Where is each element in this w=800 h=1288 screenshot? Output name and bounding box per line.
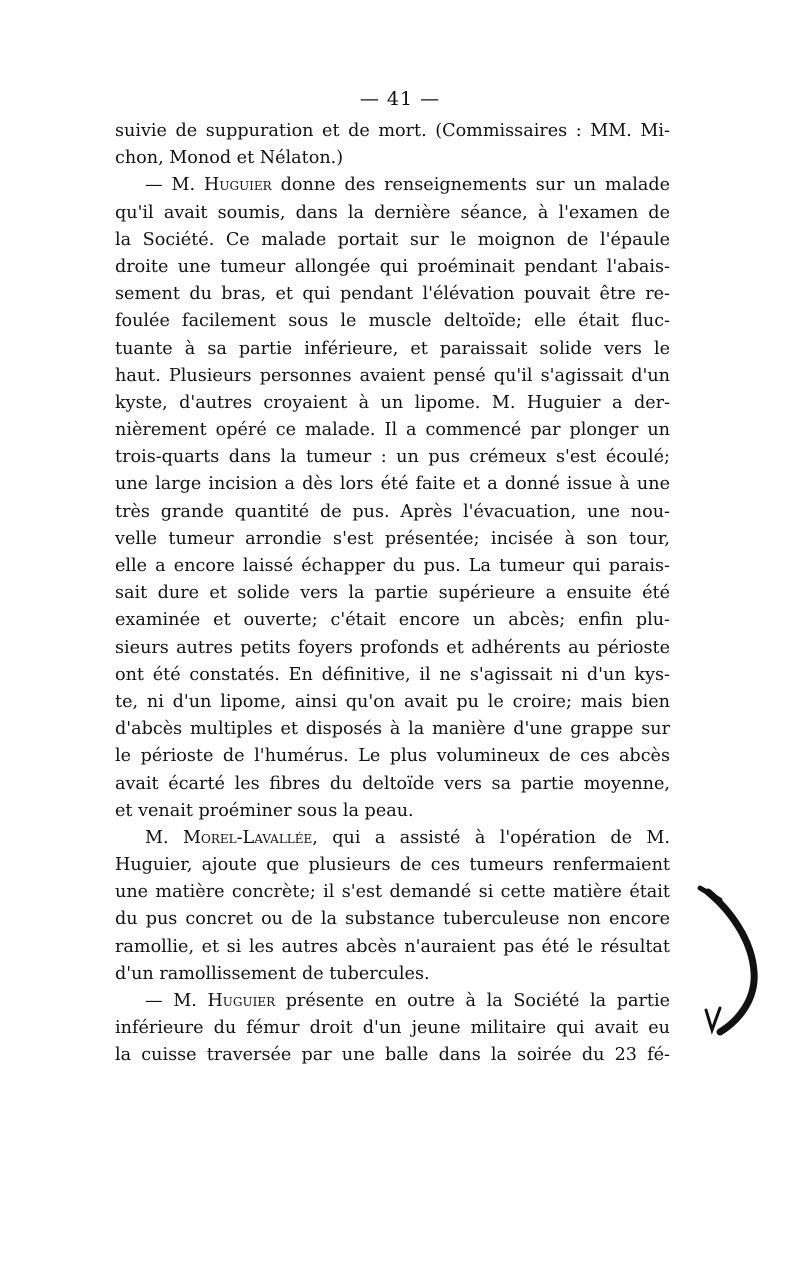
text-line: ramollie, et si les autres abcès n'auraient pas été le résultat [115, 936, 670, 957]
text-line: ont été constatés. En définitive, il ne s'agissait ni d'un kys- [115, 664, 670, 685]
text-line: la Société. Ce malade portait sur le moignon de l'épaule [115, 229, 670, 250]
line-rest: donne des renseignements sur un malade [271, 175, 670, 196]
text-line [115, 172, 670, 199]
author-name: Huguier [204, 175, 272, 196]
text-line: la cuisse traversée par une balle dans la soirée du 23 fé- [115, 1045, 670, 1066]
text-line: très grande quantité de pus. Après l'évacuation, une nou- [115, 501, 670, 522]
text-line: et venait proéminer sous la peau. [115, 800, 414, 821]
text-line: qu'il avait soumis, dans la dernière séance, à l'examen de [115, 202, 670, 223]
text-line: haut. Plusieurs personnes avaient pensé qu'il s'agissait d'un [115, 365, 670, 386]
text-line: inférieure du fémur droit d'un jeune militaire qui avait eu [115, 1018, 670, 1039]
line-rest: , qui a assisté à l'opération de M. [312, 827, 671, 848]
author-name: Huguier [207, 991, 276, 1011]
text-line: elle a encore laissé échapper du pus. La tumeur qui parais- [115, 556, 670, 576]
text-line: d'un ramollissement de tubercules. [115, 963, 430, 984]
body-text [115, 118, 670, 1070]
author-name: Morel-Lavallée [183, 827, 313, 848]
prefix: M. [145, 827, 183, 848]
text-line: sieurs autres petits foyers profonds et adhérents au périoste [115, 637, 670, 658]
text-line: chon, Monod et Nélaton.) [115, 148, 344, 169]
text-line: suivie de suppuration et de mort. (Commissaires : MM. Mi- [115, 121, 670, 141]
margin-bracket-mark [690, 880, 770, 1040]
page-number: — 41 — [359, 88, 441, 110]
line-rest: présente en outre à la Société la partie [275, 991, 670, 1011]
dash-prefix: — M. [145, 991, 208, 1011]
text-line: trois-quarts dans la tumeur : un pus crémeux s'est écoulé; [115, 447, 670, 468]
text-line: nièrement opéré ce malade. Il a commencé par plonger un [115, 420, 670, 441]
text-line: sement du bras, et qui pendant l'élévation pouvait être re- [115, 284, 670, 305]
text-line: droite une tumeur allongée qui proéminait pendant l'abais- [115, 256, 670, 277]
text-line: sait dure et solide vers la partie supérieure a ensuite été [115, 583, 670, 604]
text-line: Huguier, ajoute que plusieurs de ces tumeurs renfermaient [115, 855, 670, 876]
text-line: une large incision a dès lors été faite et a donné issue à une [115, 474, 670, 495]
text-line: d'abcès multiples et disposés à la manière d'une grappe sur [115, 719, 670, 740]
text-line: avait écarté les fibres du deltoïde vers sa partie moyenne, [115, 773, 670, 794]
text-line: velle tumeur arrondie s'est présentée; incisée à son tour, [115, 528, 670, 549]
text-line: foulée facilement sous le muscle deltoïde; elle était fluc- [115, 311, 670, 332]
dash-prefix: — M. [145, 175, 205, 196]
text-line: le périoste de l'humérus. Le plus volumineux de ces abcès [115, 746, 670, 767]
text-line [115, 988, 670, 1015]
text-line: une matière concrète; il s'est demandé si cette matière était [115, 882, 670, 903]
text-line: du pus concret ou de la substance tuberculeuse non encore [115, 909, 670, 930]
text-line: tuante à sa partie inférieure, et paraissait solide vers le [115, 338, 670, 359]
text-line [115, 825, 670, 852]
text-line: te, ni d'un lipome, ainsi qu'on avait pu le croire; mais bien [115, 691, 670, 712]
text-line: examinée et ouverte; c'était encore un abcès; enfin plu- [115, 610, 670, 631]
text-line: kyste, d'autres croyaient à un lipome. M. Huguier a der- [115, 392, 670, 413]
